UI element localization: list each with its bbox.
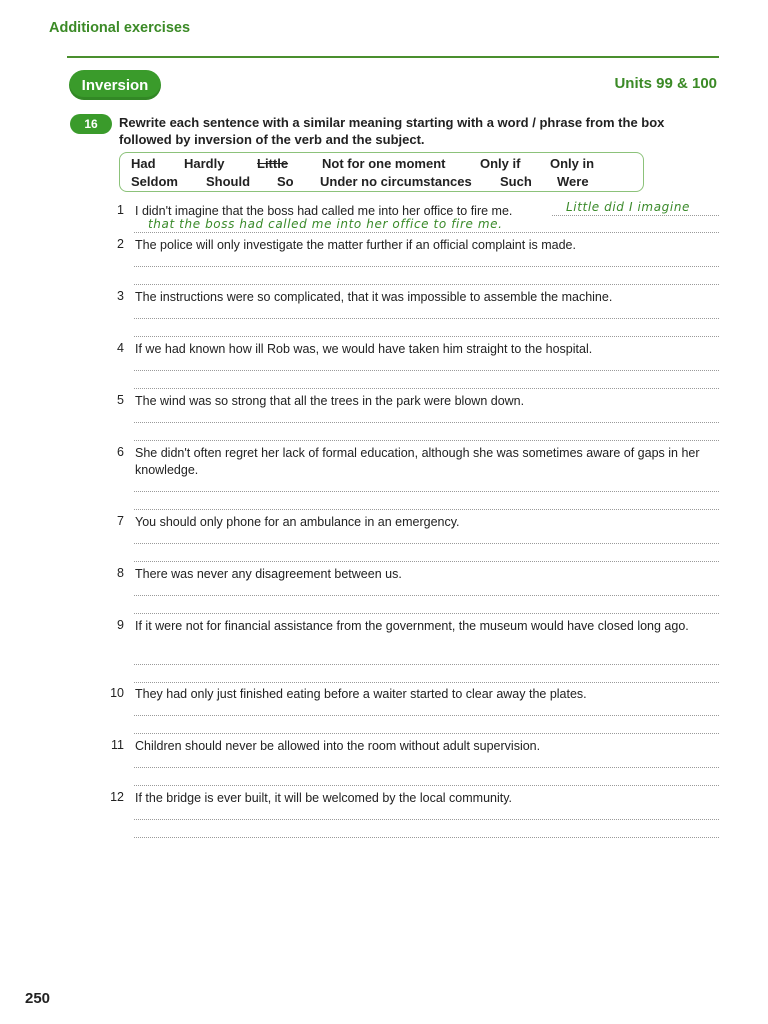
answer-line[interactable] [134, 284, 719, 285]
question-text: She didn't often regret her lack of formal education, although she was sometimes aware of gaps in her knowledge. [135, 446, 700, 477]
answer-line[interactable] [134, 837, 719, 838]
question-text: You should only phone for an ambulance in an emergency. [135, 515, 460, 529]
question-number: 9 [117, 618, 124, 632]
question-number: 3 [117, 289, 124, 303]
question-text: The instructions were so complicated, that it was impossible to assemble the machine. [135, 290, 613, 304]
answer-line[interactable] [134, 785, 719, 786]
question-number: 5 [117, 393, 124, 407]
header-divider [67, 56, 719, 58]
box-word: So [277, 174, 294, 189]
box-word: Only in [550, 156, 595, 171]
box-word: Seldom [131, 174, 178, 189]
exercise-number-badge: 16 [70, 114, 112, 134]
question-number: 7 [117, 514, 124, 528]
exercise-instruction: Rewrite each sentence with a similar meaning starting with a word / phrase from the box followed by inversion of the verb and the subject. [119, 115, 665, 147]
answer-line[interactable] [134, 682, 719, 683]
answer-line[interactable] [134, 266, 719, 267]
box-word: Such [500, 174, 532, 189]
answer-line[interactable] [134, 819, 719, 820]
answer-line[interactable] [134, 767, 719, 768]
box-word: Should [206, 174, 251, 189]
box-word-crossed-out: Little [257, 156, 289, 171]
answer-line[interactable] [134, 715, 719, 716]
question-text: The police will only investigate the matter further if an official complaint is made. [135, 238, 576, 252]
answer-line[interactable] [134, 440, 719, 441]
answer-line[interactable] [134, 509, 719, 510]
topic-badge: Inversion [69, 70, 161, 100]
page-number: 250 [25, 990, 51, 1007]
question-number: 1 [117, 203, 124, 217]
answer-line[interactable] [134, 318, 719, 319]
answer-line[interactable] [134, 561, 719, 562]
answer-line[interactable] [134, 388, 719, 389]
question-text: There was never any disagreement between us. [135, 567, 402, 581]
answer-line[interactable] [134, 336, 719, 337]
question-text: I didn't imagine that the boss had called me into her office to fire me. [135, 204, 513, 218]
box-word: Were [557, 174, 589, 189]
answer-line[interactable] [552, 215, 719, 216]
question-number: 6 [117, 445, 124, 459]
answer-line[interactable] [134, 370, 719, 371]
question-number: 10 [110, 686, 124, 700]
answer-line[interactable] [134, 733, 719, 734]
question-number: 11 [111, 738, 124, 752]
question-text: Children should never be allowed into the room without adult supervision. [135, 739, 541, 753]
answer-line[interactable] [134, 491, 719, 492]
question-text: If the bridge is ever built, it will be welcomed by the local community. [135, 791, 513, 805]
section-heading: Additional exercises [49, 20, 191, 36]
answer-line[interactable] [134, 613, 719, 614]
question-text: If it were not for financial assistance from the government, the museum would have closed long ago. [135, 619, 689, 633]
answer-line[interactable] [134, 664, 719, 665]
answer-line[interactable] [134, 543, 719, 544]
question-number: 8 [117, 566, 124, 580]
question-text: The wind was so strong that all the trees in the park were blown down. [135, 394, 525, 408]
box-word: Under no circumstances [320, 174, 472, 189]
answer-line[interactable] [134, 422, 719, 423]
question-number: 4 [117, 341, 124, 355]
question-text: If we had known how ill Rob was, we would have taken him straight to the hospital. [135, 342, 593, 356]
box-word: Hardly [184, 156, 225, 171]
box-word: Not for one moment [322, 156, 446, 171]
handwritten-answer: that the boss had called me into her office to fire me. [148, 217, 503, 231]
question-text: They had only just finished eating before a waiter started to clear away the plates. [135, 687, 587, 701]
units-label: Units 99 & 100 [614, 75, 717, 92]
question-number: 12 [110, 790, 124, 804]
box-word: Had [131, 156, 156, 171]
box-word: Only if [480, 156, 521, 171]
handwritten-answer: Little did I imagine [566, 200, 691, 214]
answer-line[interactable] [134, 232, 719, 233]
question-number: 2 [117, 237, 124, 251]
answer-line[interactable] [134, 595, 719, 596]
